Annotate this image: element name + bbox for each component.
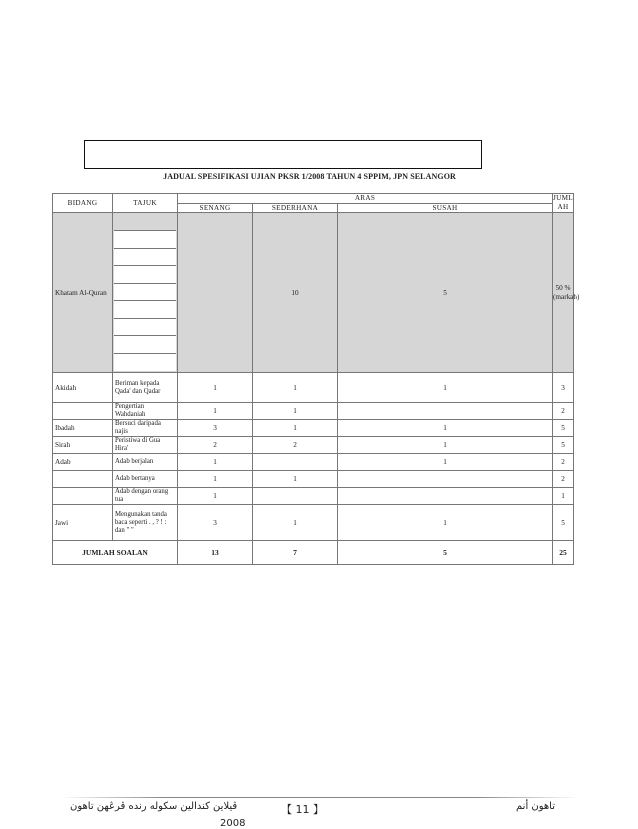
row-tajuk: Adab berjalan xyxy=(113,454,178,471)
header-sederhana: SEDERHANA xyxy=(253,203,338,213)
row-susah: 1 xyxy=(338,454,553,471)
table-row xyxy=(53,373,574,403)
row-sederhana: 2 xyxy=(253,437,338,454)
row-bidang: Ibadah xyxy=(53,420,113,437)
row-bidang xyxy=(53,403,113,420)
row-senang: 2 xyxy=(178,437,253,454)
row-sederhana: 1 xyxy=(253,373,338,403)
row-senang: 1 xyxy=(178,488,253,505)
header-jumlah: JUML AH xyxy=(553,194,573,211)
footer-year-level: تاهون أنم xyxy=(516,801,556,812)
footer-year: 2008 xyxy=(220,818,246,829)
specification-table xyxy=(52,193,580,565)
row-susah: 1 xyxy=(338,420,553,437)
row-senang: 1 xyxy=(178,373,253,403)
row-tajuk: Pengertian Wahdaniah xyxy=(113,403,178,420)
page-number: 【 11 】 xyxy=(281,803,324,816)
table-row xyxy=(53,488,574,505)
header-senang: SENANG xyxy=(178,203,253,213)
footer-school-text: ڤيلاين كندالين سكوله رنده ڤرڠهن تاهون xyxy=(70,801,238,812)
header-tajuk: TAJUK xyxy=(113,194,178,213)
row-jumlah: 5 xyxy=(553,437,574,454)
khatam-tajuk-grid xyxy=(113,213,178,373)
header-susah: SUSAH xyxy=(338,203,553,213)
table-title: JADUAL SPESIFIKASI UJIAN PKSR 1/2008 TAHUN 4 SPPIM, JPN SELANGOR xyxy=(163,172,456,181)
row-tajuk: Mengunakan tanda baca seperti . , ? ! : dan " " xyxy=(113,505,178,541)
total-jumlah: 25 xyxy=(553,541,574,565)
total-susah: 5 xyxy=(338,541,553,565)
row-sederhana xyxy=(253,488,338,505)
row-tajuk: Adab dengan orang tua xyxy=(113,488,178,505)
row-sederhana: 1 xyxy=(253,420,338,437)
row-sederhana: 1 xyxy=(253,471,338,488)
row-senang: 1 xyxy=(178,471,253,488)
row-senang: 3 xyxy=(178,420,253,437)
row-sederhana xyxy=(253,454,338,471)
khatam-senang xyxy=(178,213,253,373)
row-sederhana: 1 xyxy=(253,505,338,541)
row-susah xyxy=(338,403,553,420)
row-senang: 1 xyxy=(178,403,253,420)
row-bidang: Jawi xyxy=(53,505,113,541)
khatam-sederhana: 10 xyxy=(253,213,338,373)
row-bidang xyxy=(53,488,113,505)
table-row xyxy=(53,471,574,488)
table-row xyxy=(53,403,574,420)
row-bidang: Sirah xyxy=(53,437,113,454)
row-senang: 1 xyxy=(178,454,253,471)
row-jumlah: 2 xyxy=(553,471,574,488)
row-jumlah: 5 xyxy=(553,420,574,437)
header-bidang: BIDANG xyxy=(53,194,113,213)
khatam-bidang: Khatam Al-Quran xyxy=(53,213,113,373)
row-senang: 3 xyxy=(178,505,253,541)
table-row xyxy=(53,454,574,471)
row-susah xyxy=(338,471,553,488)
row-tajuk: Adab bertanya xyxy=(113,471,178,488)
row-jumlah: 3 xyxy=(553,373,574,403)
row-jumlah: 1 xyxy=(553,488,574,505)
total-row xyxy=(53,541,574,565)
row-susah: 1 xyxy=(338,505,553,541)
row-tajuk: Beriman kepada Qada' dan Qadar xyxy=(113,373,178,403)
row-jumlah: 2 xyxy=(553,454,574,471)
total-label: JUMLAH SOALAN xyxy=(53,541,178,565)
row-susah: 1 xyxy=(338,373,553,403)
row-bidang: Adab xyxy=(53,454,113,471)
header-aras: ARAS xyxy=(178,194,553,204)
khatam-row xyxy=(53,213,574,373)
row-jumlah: 2 xyxy=(553,403,574,420)
row-jumlah: 5 xyxy=(553,505,574,541)
total-sederhana: 7 xyxy=(253,541,338,565)
row-tajuk: Peristiwa di Gua Hira' xyxy=(113,437,178,454)
header-row-1 xyxy=(53,194,574,204)
total-senang: 13 xyxy=(178,541,253,565)
row-bidang: Akidah xyxy=(53,373,113,403)
khatam-susah: 5 xyxy=(338,213,553,373)
table-row xyxy=(53,505,574,541)
row-sederhana: 1 xyxy=(253,403,338,420)
row-susah xyxy=(338,488,553,505)
row-bidang xyxy=(53,471,113,488)
row-susah: 1 xyxy=(338,437,553,454)
row-tajuk: Bersuci daripada najis xyxy=(113,420,178,437)
table-row xyxy=(53,420,574,437)
table-body xyxy=(53,373,574,541)
table-row xyxy=(53,437,574,454)
header-box xyxy=(84,140,482,169)
khatam-jumlah: 50 % (markah) xyxy=(553,213,574,373)
footer-divider xyxy=(60,797,580,798)
